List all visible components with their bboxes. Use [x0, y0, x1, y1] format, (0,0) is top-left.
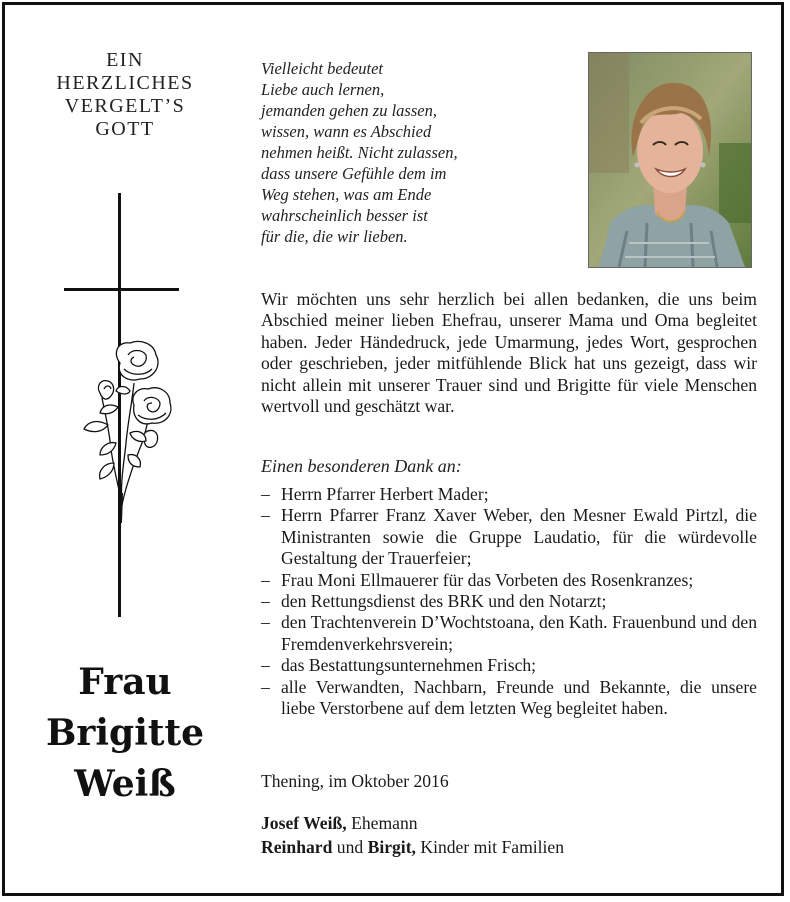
cross-with-roses: [60, 193, 180, 623]
list-item: – den Rettungsdienst des BRK und den Notarzt;: [261, 591, 757, 612]
poem-line: wahrscheinlich besser ist: [261, 206, 428, 225]
poem-line: nehmen heißt. Nicht zulassen,: [261, 143, 458, 162]
name-last: Weiß: [74, 763, 176, 805]
header-line: VERGELT’S: [64, 95, 186, 117]
obituary-card: [2, 2, 784, 896]
header-block: [25, 49, 225, 141]
signature-line: [261, 835, 757, 859]
vergelts-gott-heading: [25, 49, 225, 141]
name-title: Frau: [78, 661, 172, 703]
poem-line: jemanden gehen zu lassen,: [261, 101, 437, 120]
poem-line: für die, die wir lieben.: [261, 227, 408, 246]
list-item: – alle Verwandten, Nachbarn, Freunde und Bekannte, die unsere liebe Verstorbene auf dem letzten Weg begleitet haben.: [261, 677, 757, 720]
header-line: HERZLICHES: [56, 72, 194, 94]
poem-line: Liebe auch lernen,: [261, 80, 385, 99]
list-item: – Herrn Pfarrer Franz Xaver Weber, den Mesner Ewald Pirtzl, die Ministranten sowie die Gruppe Laudatio, für die würdevolle Gestaltung der Trauerfeier;: [261, 505, 757, 569]
poem: [261, 58, 561, 247]
poem-line: Vielleicht bedeutet: [261, 59, 384, 78]
signer-role: Ehemann: [351, 813, 418, 833]
signer-conjunction: und: [336, 837, 364, 857]
signature-line: [261, 811, 757, 835]
deceased-name: [25, 657, 225, 810]
header-line: EIN: [106, 49, 144, 71]
list-item: – das Bestattungsunternehmen Frisch;: [261, 655, 757, 676]
signer-name: Josef Weiß,: [261, 813, 347, 833]
list-item: – den Trachtenverein D’Wochtstoana, den Kath. Frauenbund und den Fremdenverkehrsverein;: [261, 612, 757, 655]
name-first: Brigitte: [45, 712, 205, 754]
thanks-heading: Einen besonderen Dank an:: [261, 456, 462, 476]
portrait-photo: [588, 52, 752, 268]
signer-role: Kinder mit Familien: [420, 837, 565, 857]
signatures: [261, 811, 757, 859]
cross-icon: [60, 193, 180, 623]
list-item: – Frau Moni Ellmauerer für das Vorbeten des Rosenkranzes;: [261, 570, 757, 591]
poem-line: wissen, wann es Abschied: [261, 122, 432, 141]
poem-line: dass unsere Gefühle dem im: [261, 164, 447, 183]
roses-icon: [84, 342, 171, 524]
signer-name: Reinhard: [261, 837, 333, 857]
list-item: – Herrn Pfarrer Herbert Mader;: [261, 484, 757, 505]
place-date: Thening, im Oktober 2016: [261, 771, 449, 791]
thanks-list: [261, 484, 757, 719]
signer-name: Birgit,: [367, 837, 416, 857]
main-text: Wir möchten uns sehr herzlich bei allen bedanken, die uns beim Abschied meiner lieben Ehefrau, unserer Mama und Oma begleitet haben. Jeder Händedruck, jede Umarmung, jedes Wort, gesprochen oder geschrieben, jeder mitfühlende Blick hat uns gezeigt, dass wir nicht allein mit unserer Trauer sind und Brigitte für viele Menschen wertvoll und geschätzt war.: [261, 289, 757, 417]
poem-line: Weg stehen, was am Ende: [261, 185, 432, 204]
header-line: GOTT: [95, 118, 155, 140]
